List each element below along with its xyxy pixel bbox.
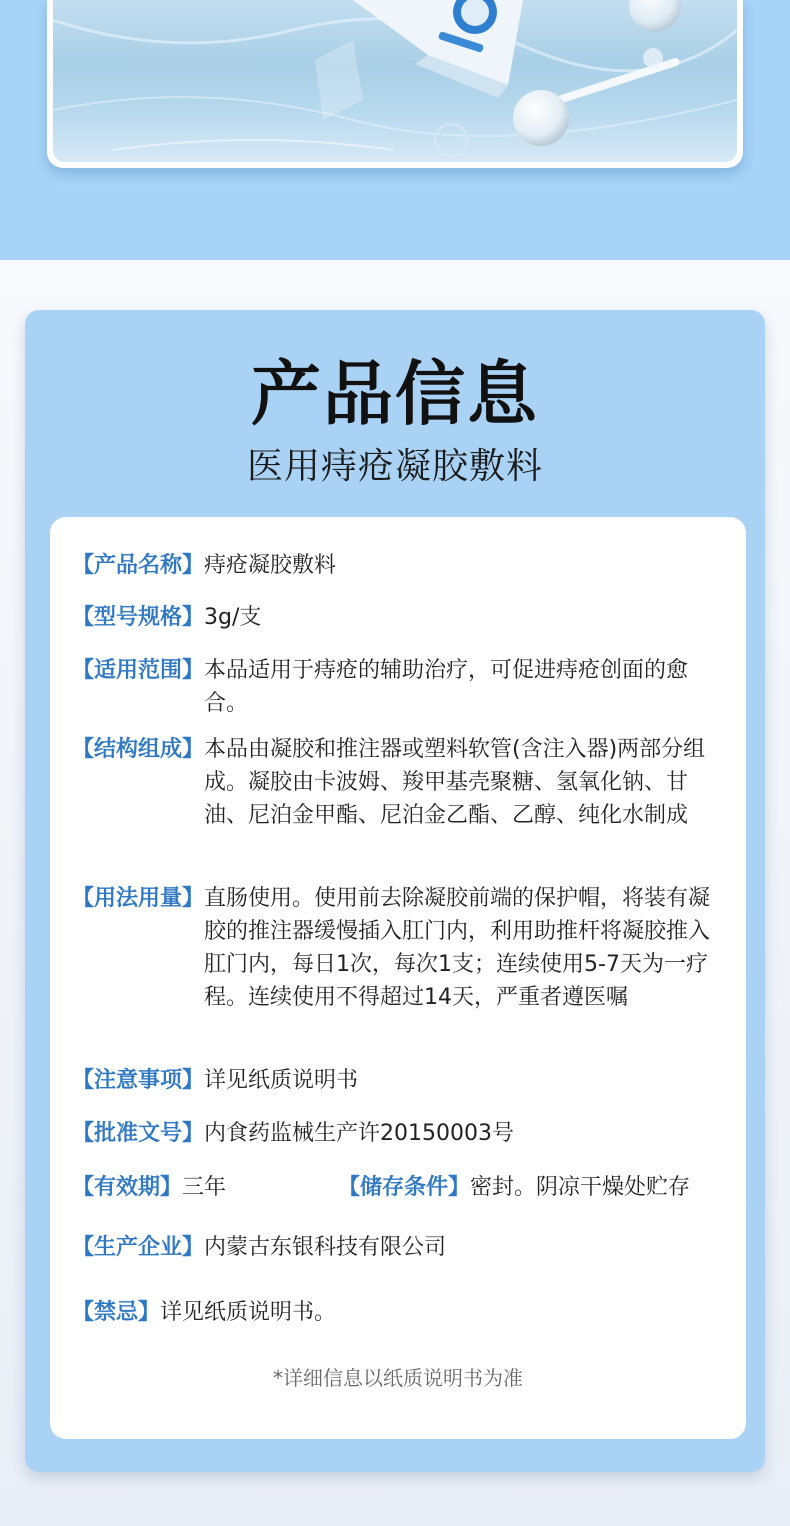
field-value: 三年 <box>182 1175 227 1200</box>
detail-panel <box>50 517 746 1439</box>
field-value: 直肠使用。使用前去除凝胶前端的保护帽，将装有凝胶的推注器缓慢插入肛门内，利用助推杆将凝胶推入肛门内，每日1次，每次1支；连续使用5-7天为一疗程。连续使用不得超过14天，严重者遵医嘱 <box>204 886 711 1010</box>
field-usage <box>72 882 712 1014</box>
field-value: 密封。阴凉干燥处贮存 <box>470 1175 691 1200</box>
field-label: 【型号规格】 <box>72 605 205 630</box>
field-label: 【禁忌】 <box>72 1300 161 1325</box>
card-title: 产品信息 <box>251 353 539 435</box>
field-label: 【结构组成】 <box>72 737 205 762</box>
field-value: 内食药监械生产许20150003号 <box>204 1121 514 1146</box>
field-validity <box>72 1171 332 1204</box>
field-label: 【有效期】 <box>72 1175 183 1200</box>
field-model <box>72 601 712 634</box>
field-value: 痔疮凝胶敷料 <box>204 553 337 578</box>
product-info-card <box>25 310 765 1472</box>
field-contraindication <box>72 1296 712 1329</box>
field-notes <box>72 1064 712 1097</box>
product-photo-frame <box>47 0 743 168</box>
product-photo <box>53 0 737 162</box>
field-manufacturer <box>72 1231 712 1264</box>
field-value: 本品由凝胶和推注器或塑料软管(含注入器)两部分组成。凝胶由卡波姆、羧甲基壳聚糖、氢氧化钠、甘油、尼泊金甲酯、尼泊金乙酯、乙醇、纯化水制成 <box>204 737 706 828</box>
field-value: 本品适用于痔疮的辅助治疗，可促进痔疮创面的愈合。 <box>204 658 689 716</box>
field-value: 详见纸质说明书 <box>204 1068 359 1093</box>
field-label: 【批准文号】 <box>72 1121 205 1146</box>
field-approval <box>72 1117 712 1150</box>
footnote: *详细信息以纸质说明书为准 <box>273 1366 523 1390</box>
field-scope <box>72 654 712 720</box>
field-label: 【注意事项】 <box>72 1068 205 1093</box>
field-label: 【储存条件】 <box>338 1175 471 1200</box>
field-label: 【生产企业】 <box>72 1235 205 1260</box>
card-subtitle: 医用痔疮凝胶敷料 <box>246 446 543 487</box>
field-storage <box>338 1171 728 1204</box>
field-label: 【用法用量】 <box>72 886 205 911</box>
field-label: 【适用范围】 <box>72 658 205 683</box>
field-value: 内蒙古东银科技有限公司 <box>204 1235 447 1260</box>
field-structure <box>72 733 712 832</box>
field-product-name <box>72 549 712 582</box>
field-value: 3g/支 <box>204 605 262 630</box>
field-value: 详见纸质说明书。 <box>160 1300 337 1325</box>
field-label: 【产品名称】 <box>72 553 205 578</box>
product-photo-illustration <box>53 0 737 162</box>
